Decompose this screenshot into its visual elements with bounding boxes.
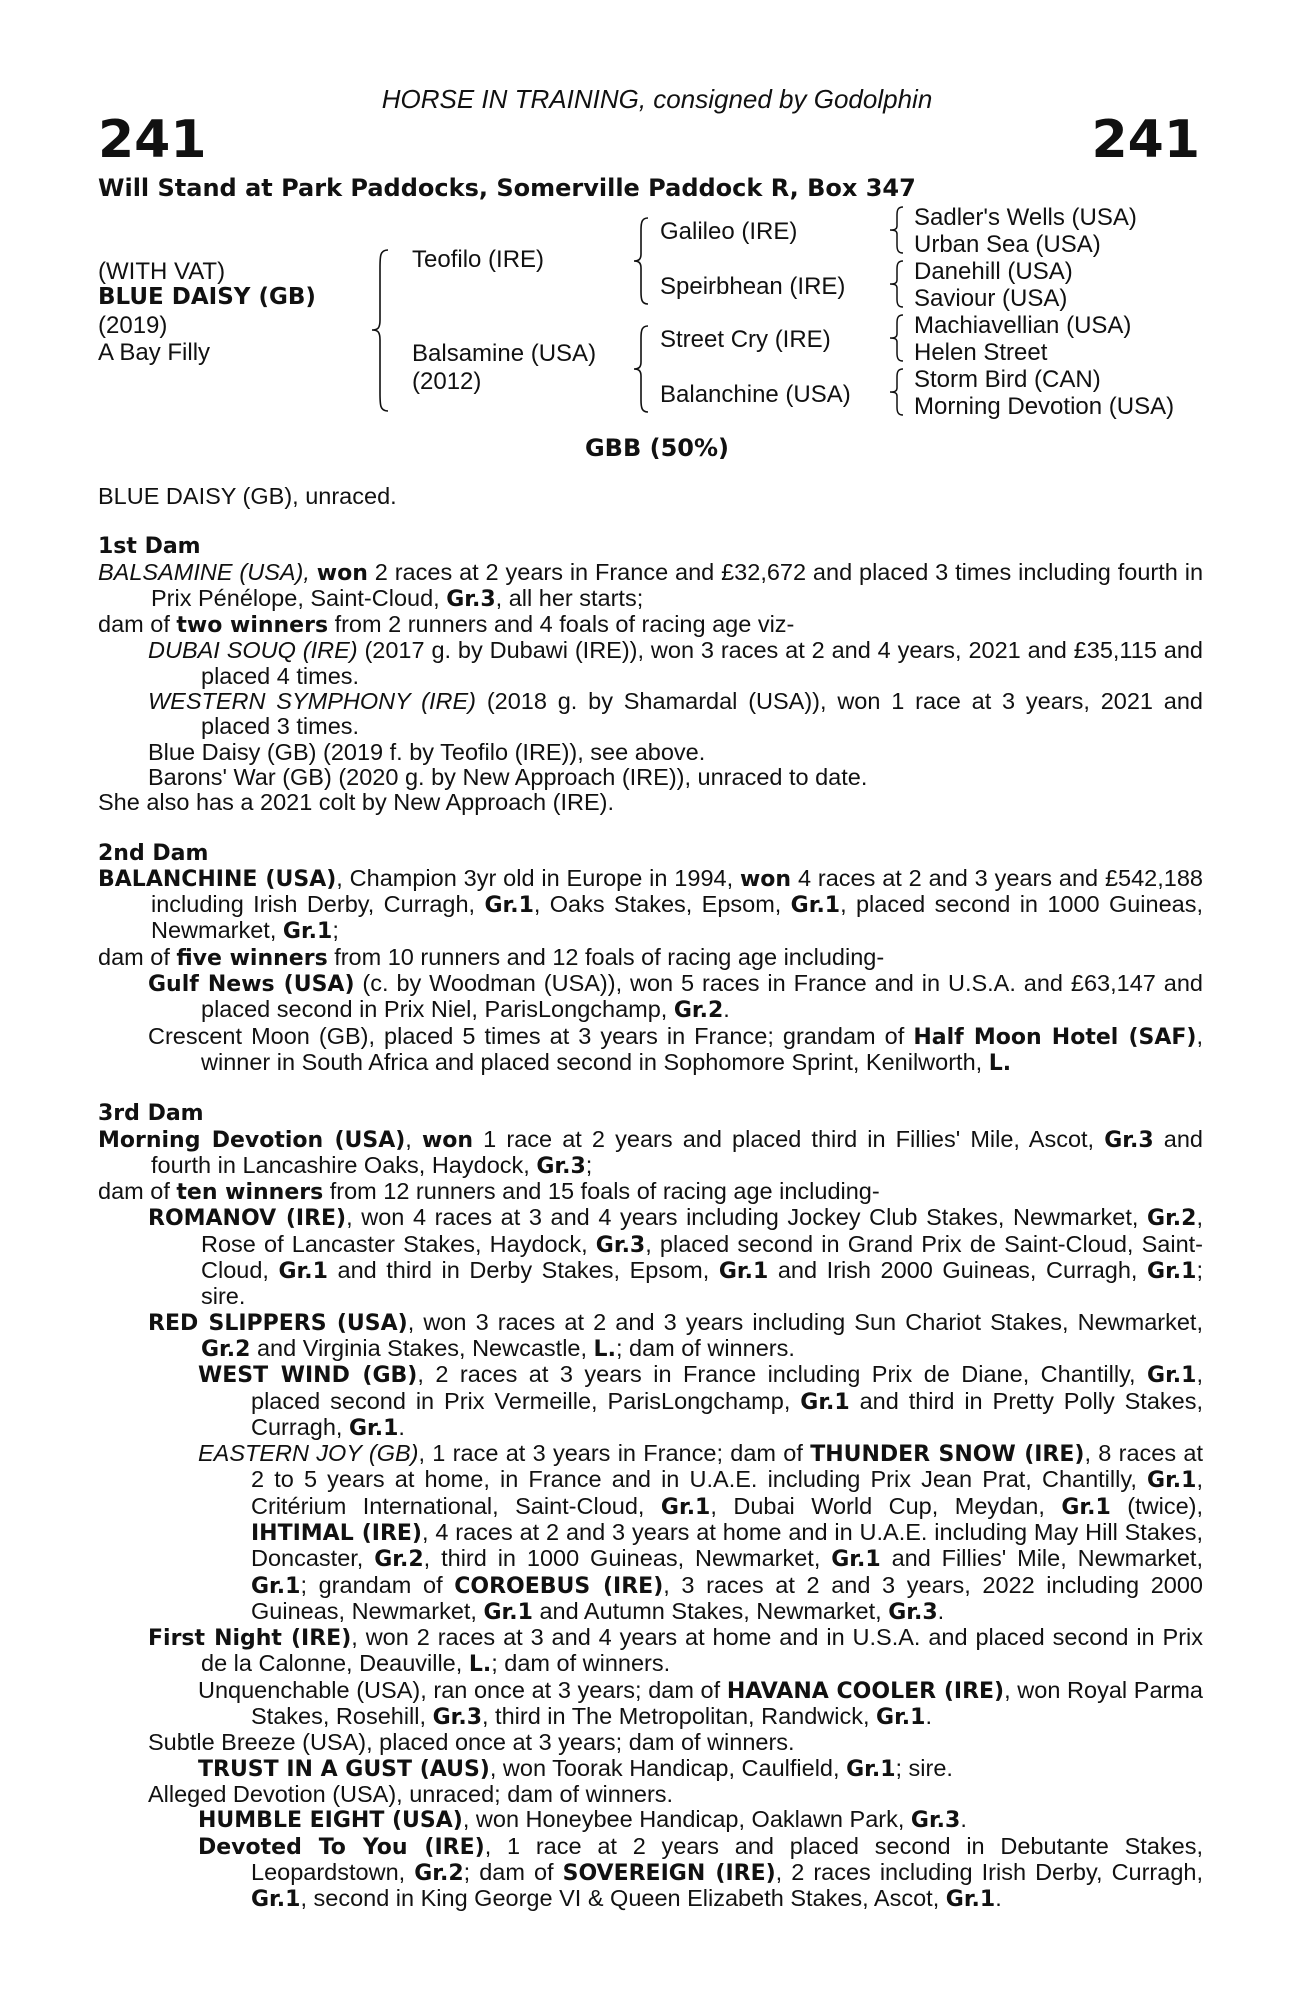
foal-crescent-moon: Crescent Moon (GB), placed 5 times at 3 years in France; grandam of Half Moon Hotel (SAF), winner in South Africa and placed second in Sophomore Sprint, Kenilworth, L. <box>148 1022 1204 1076</box>
brace-sire-parents <box>632 216 652 306</box>
foal-humble-eight: HUMBLE EIGHT (USA), won Honeybee Handicap, Oaklawn Park, Gr.3. <box>198 1806 967 1834</box>
pedigree-dam-dam: Balanchine (USA) <box>660 381 851 408</box>
foal-devoted-to-you: Devoted To You (IRE), 1 race at 2 years and placed second in Debutante Stakes, Leopardstown, Gr.2; dam of SOVEREIGN (IRE), 2 races including Irish Derby, Curragh, Gr.1, second in King George VI & Queen Elizabeth Stakes, Ascot, Gr.1. <box>198 1832 1204 1913</box>
catalogue-body <box>98 484 1203 1912</box>
pedigree-g8: Morning Devotion (USA) <box>914 393 1175 420</box>
second-dam-record: BALANCHINE (USA), Champion 3yr old in Europe in 1994, won 4 races at 2 and 3 years and £542,188 including Irish Derby, Curragh, Gr.1, Oaks Stakes, Epsom, Gr.1, placed second in 1000 Guineas, Newmarket, Gr.1; <box>98 864 1203 945</box>
pedigree-sire-sire: Galileo (IRE) <box>660 218 798 245</box>
rating: GBB (50%) <box>584 434 730 462</box>
third-dam-record: Morning Devotion (USA), won 1 race at 2 years and placed third in Fillies' Mile, Ascot, Gr.3 and fourth in Lancashire Oaks, Haydock, Gr.3; <box>98 1125 1203 1179</box>
foal-western-symphony: WESTERN SYMPHONY (IRE) (2018 g. by Shamardal (USA)), won 1 race at 3 years, 2021 and placed 3 times. <box>148 688 1204 740</box>
pedigree-g5: Machiavellian (USA) <box>914 312 1132 339</box>
foal-subtle-breeze: Subtle Breeze (USA), placed once at 3 years; dam of winners. <box>148 1729 795 1756</box>
pedigree-dam: Balsamine (USA) <box>412 340 597 367</box>
foal-trust-in-a-gust: TRUST IN A GUST (AUS), won Toorak Handicap, Caulfield, Gr.1; sire. <box>198 1754 953 1782</box>
pedigree-g1: Sadler's Wells (USA) <box>914 204 1137 231</box>
foal-gulf-news: Gulf News (USA) (c. by Woodman (USA)), won 5 races in France and in U.S.A. and £63,147 and placed second in Prix Niel, ParisLongchamp, Gr.2. <box>148 970 1203 1024</box>
summary: BLUE DAISY (GB), unraced. <box>98 483 397 509</box>
pedigree-g2: Urban Sea (USA) <box>914 231 1101 258</box>
foal-dubai-souq: DUBAI SOUQ (IRE) (2017 g. by Dubawi (IRE)), won 3 races at 2 and 4 years, 2021 and £35,115 and placed 4 times. <box>148 637 1203 689</box>
pedigree-sire-dam: Speirbhean (IRE) <box>660 273 846 300</box>
horse-year: (2019) <box>98 312 168 339</box>
third-dam-produce: dam of ten winners from 12 runners and 15 foals of racing age including- <box>98 1178 880 1206</box>
consignment-line: HORSE IN TRAINING, consigned by Godolphin <box>381 84 933 114</box>
horse-description: A Bay Filly <box>98 339 211 366</box>
brace-g4 <box>888 367 906 417</box>
brace-g1 <box>888 205 906 255</box>
horse-name: BLUE DAISY (GB) <box>98 284 316 310</box>
pedigree-dam-sire: Street Cry (IRE) <box>660 326 831 353</box>
second-dam-heading: 2nd Dam <box>98 840 209 866</box>
pedigree-g7: Storm Bird (CAN) <box>914 366 1101 393</box>
pedigree-sire: Teofilo (IRE) <box>412 246 545 273</box>
brace-g2 <box>888 259 906 309</box>
foal-alleged-devotion: Alleged Devotion (USA), unraced; dam of winners. <box>148 1780 674 1807</box>
first-dam-produce: dam of two winners from 2 runners and 4 foals of racing age viz- <box>98 611 795 639</box>
third-dam-heading: 3rd Dam <box>98 1101 204 1127</box>
foal-first-night: First Night (IRE), won 2 races at 3 and 4 years at home and in U.S.A. and placed second in Prix de la Calonne, Deauville, L.; dam of winners. <box>148 1624 1203 1678</box>
pedigree-dam-year: (2012) <box>412 368 482 395</box>
stand-location: Will Stand at Park Paddocks, Somerville Paddock R, Box 347 <box>98 174 916 202</box>
foal-west-wind: WEST WIND (GB), 2 races at 3 years in France including Prix de Diane, Chantilly, Gr.1, placed second in Prix Vermeille, ParisLongchamp, Gr.1 and third in Pretty Polly Stakes, Curragh, Gr.1. <box>198 1361 1204 1441</box>
foal-blue-daisy: Blue Daisy (GB) (2019 f. by Teofilo (IRE)), see above. <box>148 738 706 765</box>
foal-romanov: ROMANOV (IRE), won 4 races at 3 and 4 years including Jockey Club Stakes, Newmarket, Gr.2, Rose of Lancaster Stakes, Haydock, Gr.3, placed second in Grand Prix de Saint-Cloud, Saint-Cloud, Gr.1 and third in Derby Stakes, Epsom, Gr.1 and Irish 2000 Guineas, Curragh, Gr.1; sire. <box>148 1204 1203 1310</box>
pedigree-g4: Saviour (USA) <box>914 285 1068 312</box>
lot-number-left: 241 <box>98 110 207 170</box>
pedigree-g6: Helen Street <box>914 339 1048 366</box>
foal-barons-war: Barons' War (GB) (2020 g. by New Approach (IRE)), unraced to date. <box>148 763 868 790</box>
first-dam-record: BALSAMINE (USA), won 2 races at 2 years in France and £32,672 and placed 3 times including fourth in Prix Pénélope, Saint-Cloud, Gr.3, all her starts; <box>98 558 1204 612</box>
lot-number-right: 241 <box>1091 110 1200 170</box>
vat-label: (WITH VAT) <box>98 258 226 285</box>
second-dam-produce: dam of five winners from 10 runners and 12 foals of racing age including- <box>98 943 885 971</box>
pedigree-g3: Danehill (USA) <box>914 258 1073 285</box>
foal-unquenchable: Unquenchable (USA), ran once at 3 years; dam of HAVANA COOLER (IRE), won Royal Parma Stakes, Rosehill, Gr.3, third in The Metropolitan, Randwick, Gr.1. <box>198 1676 1204 1731</box>
brace-dam-parents <box>632 324 652 414</box>
brace-sire-dam <box>370 248 392 413</box>
first-dam-also: She also has a 2021 colt by New Approach (IRE). <box>98 789 614 816</box>
first-dam-heading: 1st Dam <box>98 534 201 560</box>
foal-red-slippers: RED SLIPPERS (USA), won 3 races at 2 and 3 years including Sun Chariot Stakes, Newmarket, Gr.2 and Virginia Stakes, Newcastle, L.; dam of winners. <box>148 1308 1203 1362</box>
brace-g3 <box>888 313 906 363</box>
foal-eastern-joy: EASTERN JOY (GB), 1 race at 3 years in France; dam of THUNDER SNOW (IRE), 8 races at 2 to 5 years at home, in France and in U.A.E. including Prix Jean Prat, Chantilly, Gr.1, Critérium International, Saint-Cloud, Gr.1, Dubai World Cup, Meydan, Gr.1 (twice), IHTIMAL (IRE), 4 races at 2 and 3 years at home and in U.A.E. including May Hill Stakes, Doncaster, Gr.2, third in 1000 Guineas, Newmarket, Gr.1 and Fillies' Mile, Newmarket, Gr.1; grandam of COROEBUS (IRE), 3 races at 2 and 3 years, 2022 including 2000 Guineas, Newmarket, Gr.1 and Autumn Stakes, Newmarket, Gr.3. <box>198 1440 1204 1625</box>
